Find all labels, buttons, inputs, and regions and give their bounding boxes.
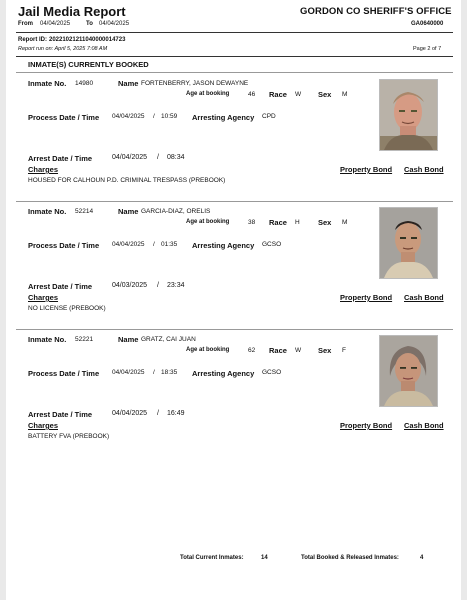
age-label: Age at booking: [186, 91, 230, 97]
process-slash: /: [153, 113, 155, 120]
total-current-value: 14: [261, 555, 268, 561]
record-divider: [16, 201, 453, 202]
report-id-label: Report ID:: [18, 37, 47, 43]
inmate-name: GRATZ, CAI JUAN: [141, 336, 196, 343]
agency-name: GORDON CO SHERIFF'S OFFICE: [300, 6, 452, 17]
section-title: INMATE(S) CURRENTLY BOOKED: [28, 60, 149, 69]
cash-bond-label: Cash Bond: [404, 421, 444, 430]
process-slash: /: [153, 369, 155, 376]
charge-text: HOUSED FOR CALHOUN P.D. CRIMINAL TRESPASS (PREBOOK): [28, 177, 226, 184]
to-date: 04/04/2025: [99, 21, 130, 27]
process-date: 04/04/2025: [112, 369, 145, 376]
inmate-no-label: Inmate No.: [28, 207, 67, 216]
age: 62: [248, 347, 256, 354]
report-page: [6, 0, 461, 600]
mugshot-photo: [379, 79, 438, 151]
property-bond-label: Property Bond: [340, 165, 393, 174]
section-underline: [16, 72, 453, 73]
arrest-dt-label: Arrest Date / Time: [28, 282, 93, 291]
page-number: Page 2 of 7: [413, 46, 442, 52]
arresting-agency: GCSO: [262, 241, 282, 248]
race: W: [295, 347, 302, 354]
arrest-slash: /: [157, 282, 159, 289]
age: 38: [248, 219, 256, 226]
arresting-agency: CPD: [262, 113, 276, 120]
arrest-dt-label: Arrest Date / Time: [28, 410, 93, 419]
race-label: Race: [269, 346, 287, 355]
charges-label: Charges: [28, 421, 59, 430]
name-label: Name: [118, 335, 139, 344]
sex-label: Sex: [318, 346, 332, 355]
report-run-on: Report run on: April 5, 2025 7:08 AM: [18, 46, 108, 52]
to-label: To: [86, 21, 93, 27]
total-current-label: Total Current Inmates:: [180, 555, 244, 561]
inmate-no-label: Inmate No.: [28, 335, 67, 344]
charges-label: Charges: [28, 165, 59, 174]
arrest-dt-label: Arrest Date / Time: [28, 154, 93, 163]
process-slash: /: [153, 241, 155, 248]
arresting-agency-label: Arresting Agency: [192, 241, 255, 250]
total-booked-label: Total Booked & Released Inmates:: [301, 555, 399, 561]
arrest-time: 08:34: [167, 154, 185, 161]
sex-label: Sex: [318, 218, 332, 227]
inmate-no: 52221: [75, 336, 94, 343]
charge-text: NO LICENSE (PREBOOK): [28, 305, 106, 312]
cash-bond-label: Cash Bond: [404, 293, 444, 302]
process-time: 01:35: [161, 241, 178, 248]
arrest-slash: /: [157, 154, 159, 161]
charge-text: BATTERY FVA (PREBOOK): [28, 433, 110, 440]
inmate-no: 52214: [75, 208, 94, 215]
mugshot-photo: [379, 207, 438, 279]
arrest-time: 23:34: [167, 282, 185, 289]
sex-label: Sex: [318, 90, 332, 99]
report-title: Jail Media Report: [18, 4, 126, 19]
inmate-name: GARCIA-DIAZ, ORELIS: [141, 208, 211, 215]
process-time: 10:59: [161, 113, 178, 120]
record-divider: [16, 329, 453, 330]
age-label: Age at booking: [186, 347, 230, 353]
race-label: Race: [269, 218, 287, 227]
total-booked-value: 4: [420, 555, 424, 561]
agency-code: GA0640000: [411, 21, 444, 27]
race: W: [295, 91, 302, 98]
inmate-no: 14980: [75, 80, 94, 87]
arrest-date: 04/04/2025: [112, 410, 148, 417]
inmate-name: FORTENBERRY, JASON DEWAYNE: [141, 80, 249, 87]
race-label: Race: [269, 90, 287, 99]
mugshot-photo: [379, 335, 438, 407]
charges-label: Charges: [28, 293, 59, 302]
arrest-time: 16:49: [167, 410, 185, 417]
arrest-slash: /: [157, 410, 159, 417]
section-divider: [16, 56, 453, 57]
age: 46: [248, 91, 256, 98]
name-label: Name: [118, 79, 139, 88]
report-id: 20221021211040000014723: [49, 37, 126, 43]
inmate-no-label: Inmate No.: [28, 79, 67, 88]
arrest-date: 04/04/2025: [112, 154, 148, 161]
process-date: 04/04/2025: [112, 113, 145, 120]
age-label: Age at booking: [186, 219, 230, 225]
process-dt-label: Process Date / Time: [28, 113, 100, 122]
process-dt-label: Process Date / Time: [28, 241, 100, 250]
race: H: [295, 219, 300, 226]
property-bond-label: Property Bond: [340, 421, 393, 430]
arresting-agency: GCSO: [262, 369, 282, 376]
name-label: Name: [118, 207, 139, 216]
process-time: 18:35: [161, 369, 178, 376]
sex: M: [342, 219, 348, 226]
arrest-date: 04/03/2025: [112, 282, 148, 289]
from-label: From: [18, 21, 33, 27]
arresting-agency-label: Arresting Agency: [192, 113, 255, 122]
property-bond-label: Property Bond: [340, 293, 393, 302]
from-date: 04/04/2025: [40, 21, 71, 27]
header-divider: [16, 32, 453, 33]
sex: M: [342, 91, 348, 98]
arresting-agency-label: Arresting Agency: [192, 369, 255, 378]
process-dt-label: Process Date / Time: [28, 369, 100, 378]
sex: F: [342, 347, 346, 354]
process-date: 04/04/2025: [112, 241, 145, 248]
cash-bond-label: Cash Bond: [404, 165, 444, 174]
